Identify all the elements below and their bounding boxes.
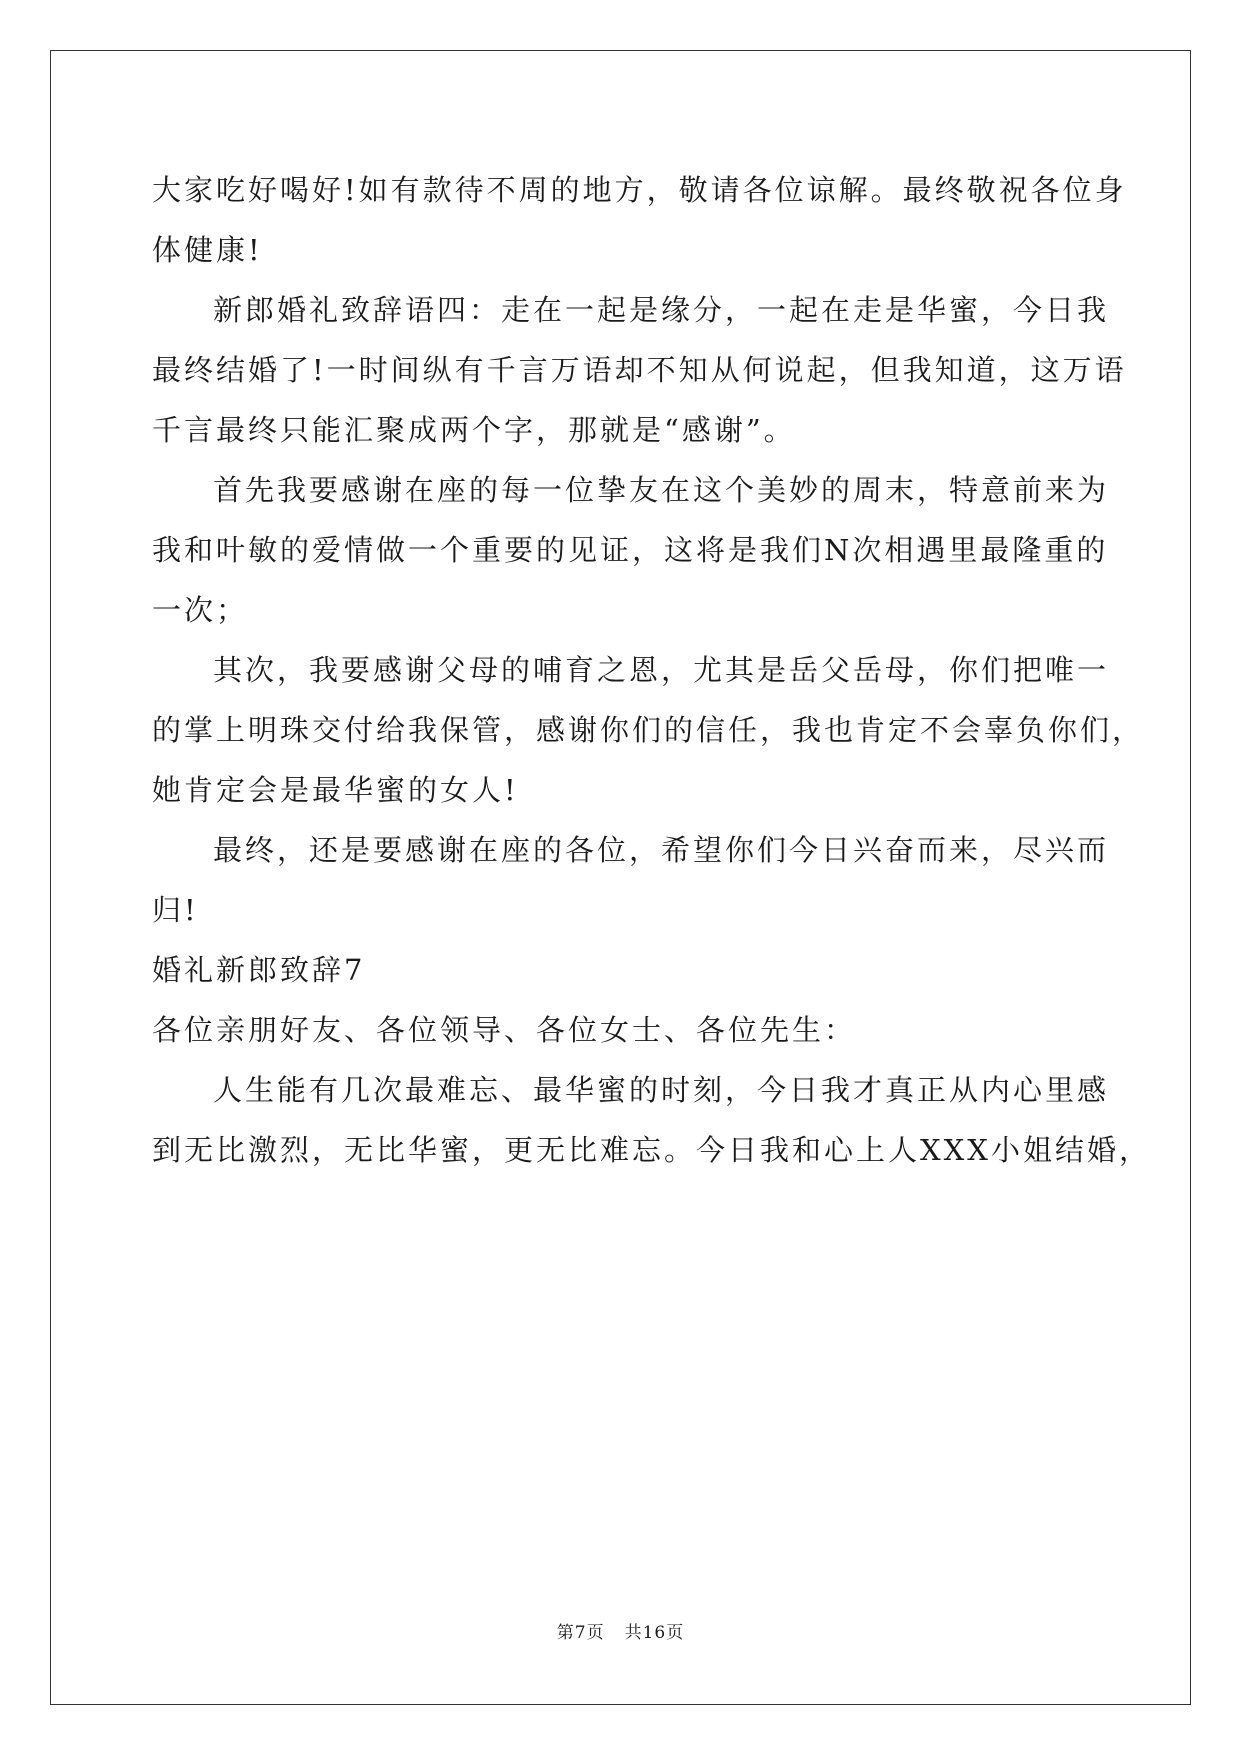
- document-body: [152, 160, 1151, 1180]
- page-number: 第7页: [556, 1623, 605, 1643]
- text-line: 千言最终只能汇聚成两个字，那就是“感谢”。: [152, 413, 796, 447]
- text-line: 她肯定会是最华蜜的女人!: [152, 773, 519, 807]
- text-line: 归!: [152, 893, 199, 927]
- text-line: 体健康!: [152, 233, 263, 267]
- text-line: 大家吃好喝好!如有款待不周的地方，敬请各位谅解。最终敬祝各位身: [152, 173, 1127, 207]
- text-line: 的掌上明珠交付给我保管，感谢你们的信任，我也肯定不会辜负你们，: [152, 713, 1145, 747]
- text-line: 其次，我要感谢父母的哺育之恩，尤其是岳父岳母，你们把唯一: [213, 653, 1110, 687]
- text-line: 新郎婚礼致辞语四：走在一起是缘分，一起在走是华蜜，今日我: [213, 293, 1110, 327]
- text-line: 我和叶敏的爱情做一个重要的见证，这将是我们N次相遇里最隆重的: [152, 533, 1109, 567]
- text-line: 最终结婚了!一时间纵有千言万语却不知从何说起，但我知道，这万语: [152, 353, 1127, 387]
- text-line: 到无比激烈，无比华蜜，更无比难忘。今日我和心上人XXX小姐结婚，: [152, 1133, 1151, 1167]
- text-line: 首先我要感谢在座的每一位挚友在这个美妙的周末，特意前来为: [213, 473, 1110, 507]
- section-heading: 婚礼新郎致辞7: [152, 953, 366, 987]
- text-line: 一次；: [152, 593, 249, 627]
- text-line: 最终，还是要感谢在座的各位，希望你们今日兴奋而来，尽兴而: [213, 833, 1110, 867]
- salutation-line: 各位亲朋好友、各位领导、各位女士、各位先生：: [152, 1013, 857, 1047]
- page-footer: [0, 1618, 1241, 1643]
- text-line: 人生能有几次最难忘、最华蜜的时刻，今日我才真正从内心里感: [213, 1073, 1110, 1107]
- page-total: 共16页: [624, 1623, 685, 1643]
